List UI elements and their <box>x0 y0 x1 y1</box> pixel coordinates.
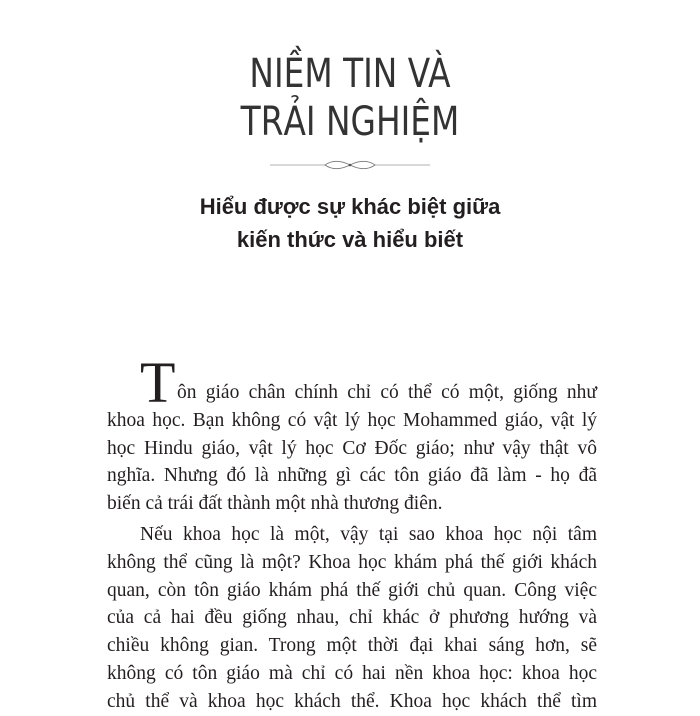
chapter-title-line-2: TRẢI NGHIỆM <box>240 99 460 145</box>
text-line: không thể cũng là một? Khoa học khám phá thế giới khách <box>107 551 597 573</box>
paragraph-1 <box>107 379 597 518</box>
text-line: nghĩa. Nhưng đó là những gì các tôn giáo đã làm - họ đã <box>107 465 597 487</box>
subtitle-line-1: Hiểu được sự khác biệt giữa <box>199 194 501 219</box>
chapter-title-line-1: NIỀM TIN VÀ <box>249 51 451 97</box>
chapter-subtitle <box>0 190 700 256</box>
text-line: Nếu khoa học là một, vậy tại sao khoa học nội tâm <box>140 524 597 545</box>
text-line: không có tôn giáo mà chỉ có hai nền khoa học: khoa học <box>107 662 597 684</box>
text-line: quan, còn tôn giáo khám phá thế giới chủ quan. Công việc <box>107 579 597 601</box>
chapter-title <box>0 50 700 146</box>
text-line: ôn giáo chân chính chỉ có thể có một, giống như <box>177 382 597 403</box>
text-line: học Hindu giáo, vật lý học Cơ Đốc giáo; như vậy thật vô <box>107 437 597 459</box>
text-line: biến cả trái đất thành một nhà thương điên. <box>107 493 443 515</box>
text-line: chiều không gian. Trong một thời đại khai sáng hơn, sẽ <box>107 635 597 657</box>
text-line: khoa học. Bạn không có vật lý học Mohammed giáo, vật lý <box>107 409 597 431</box>
paragraph-2 <box>107 521 597 716</box>
text-line: chủ thể và khoa học khách thể. Khoa học khách thể tìm <box>107 690 597 712</box>
drop-cap: T <box>140 350 176 415</box>
ornament-divider <box>270 158 430 172</box>
text-line: của cả hai đều giống nhau, chỉ khác ở phương hướng và <box>107 607 597 629</box>
subtitle-line-2: kiến thức và hiểu biết <box>236 227 464 252</box>
